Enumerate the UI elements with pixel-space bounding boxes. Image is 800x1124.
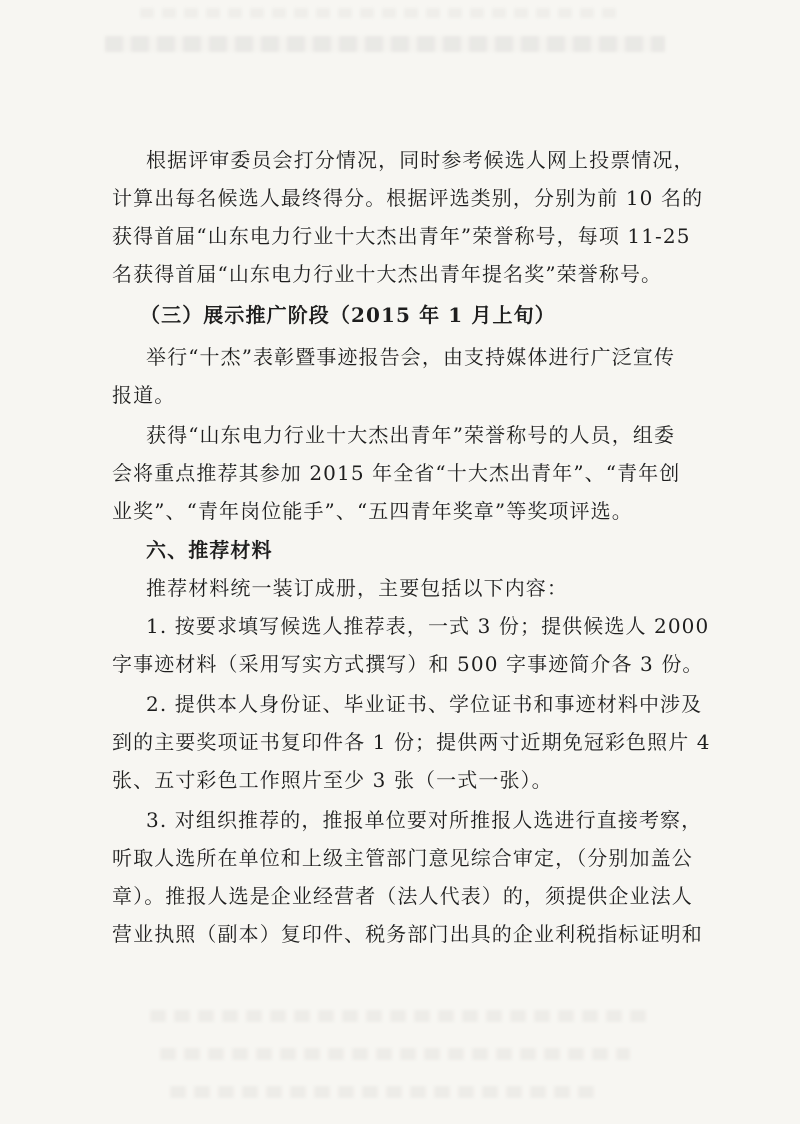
paragraph-1-line-2: 计算出每名候选人最终得分。根据评选类别，分别为前 10 名的 <box>112 186 704 210</box>
scan-bleed-bottom-2 <box>160 1048 630 1060</box>
section-heading-6: 六、推荐材料 <box>146 538 273 562</box>
paragraph-1-line-3: 获得首届“山东电力行业十大杰出青年”荣誉称号，每项 11-25 <box>112 224 691 248</box>
paragraph-2-line-2: 报道。 <box>112 383 176 407</box>
scan-bleed-top-faint <box>140 8 620 18</box>
item-3-line-1: 3. 对组织推荐的，推报单位要对所推报人选进行直接考察， <box>146 808 703 832</box>
paragraph-1-line-1: 根据评审委员会打分情况，同时参考候选人网上投票情况， <box>146 148 695 172</box>
paragraph-1-line-4: 名获得首届“山东电力行业十大杰出青年提名奖”荣誉称号。 <box>112 262 663 286</box>
section-heading-3: （三）展示推广阶段（2015 年 1 月上旬） <box>140 303 556 327</box>
scan-bleed-bottom-3 <box>170 1086 600 1098</box>
item-2-line-3: 张、五寸彩色工作照片至少 3 张（一式一张）。 <box>112 768 553 792</box>
paragraph-3-line-1: 获得“山东电力行业十大杰出青年”荣誉称号的人员，组委 <box>146 423 676 447</box>
item-2-line-2: 到的主要奖项证书复印件各 1 份；提供两寸近期免冠彩色照片 4 <box>112 730 711 754</box>
item-3-line-3: 章）。推报人选是企业经营者（法人代表）的，须提供企业法人 <box>112 884 693 908</box>
item-2-line-1: 2. 提供本人身份证、毕业证书、学位证书和事迹材料中涉及 <box>146 692 703 716</box>
paragraph-2-line-1: 举行“十杰”表彰暨事迹报告会，由支持媒体进行广泛宣传 <box>146 345 676 369</box>
item-1-line-2: 字事迹材料（采用写实方式撰写）和 500 字事迹简介各 3 份。 <box>112 652 704 676</box>
item-3-line-4: 营业执照（副本）复印件、税务部门出具的企业利税指标证明和 <box>112 922 703 946</box>
item-3-line-2: 听取人选所在单位和上级主管部门意见综合审定，（分别加盖公 <box>112 846 693 870</box>
scan-bleed-bottom-1 <box>150 1010 650 1022</box>
scan-bleed-top <box>105 36 665 52</box>
paragraph-3-line-2: 会将重点推荐其参加 2015 年全省“十大杰出青年”、“青年创 <box>112 461 681 485</box>
paragraph-4-line-1: 推荐材料统一装订成册，主要包括以下内容： <box>146 576 568 600</box>
paragraph-3-line-3: 业奖”、“青年岗位能手”、“五四青年奖章”等奖项评选。 <box>112 499 633 523</box>
item-1-line-1: 1. 按要求填写候选人推荐表，一式 3 份；提供候选人 2000 <box>146 614 710 638</box>
